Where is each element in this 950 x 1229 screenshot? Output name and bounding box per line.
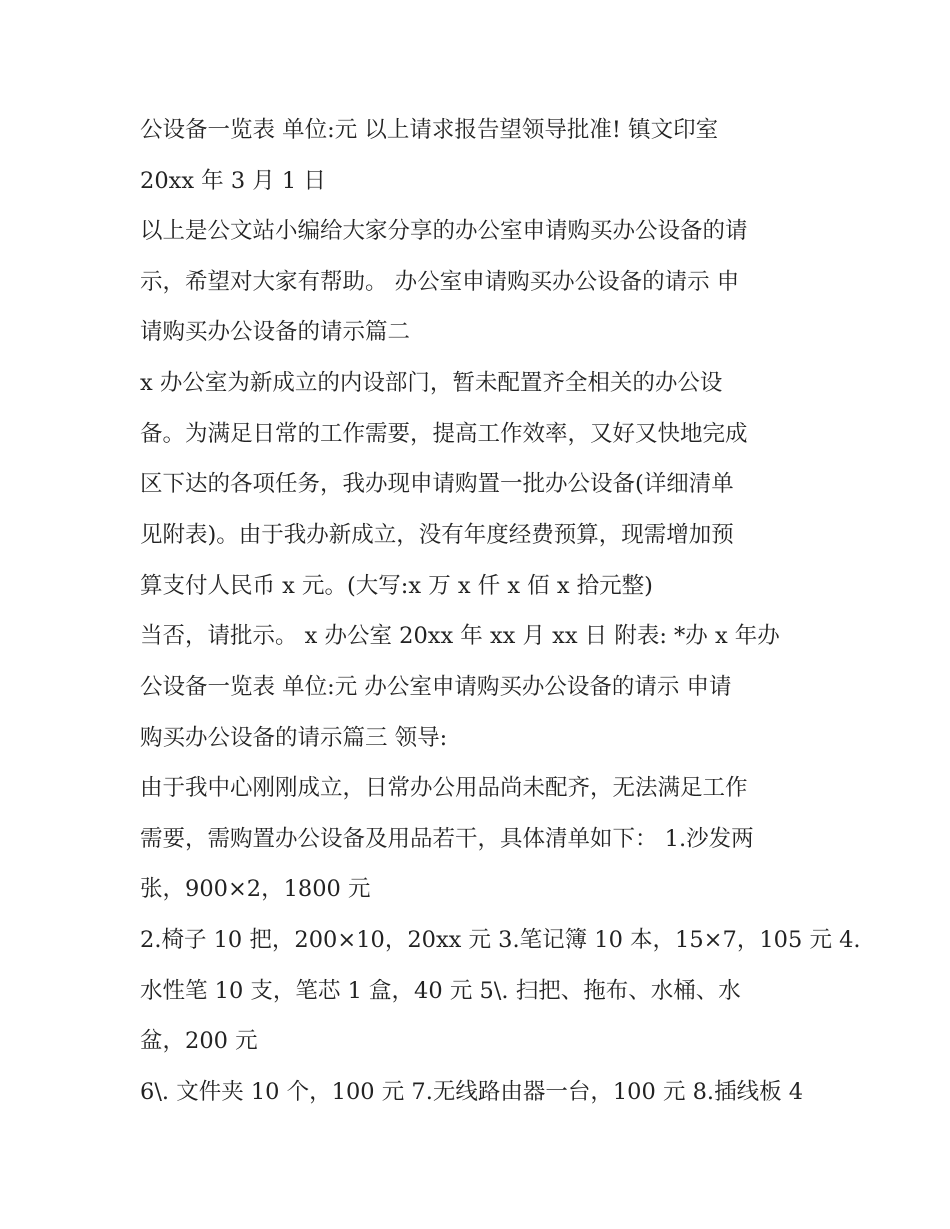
text-line: 需要，需购置办公设备及用品若干，具体清单如下： 1.沙发两 bbox=[140, 826, 754, 852]
text-line: 20xx 年 3 月 1 日 bbox=[140, 168, 326, 194]
text-line: 由于我中心刚刚成立，日常办公用品尚未配齐，无法满足工作 bbox=[140, 775, 748, 801]
text-line: 水性笔 10 支，笔芯 1 盒，40 元 5\. 扫把、拖布、水桶、水 bbox=[140, 978, 741, 1004]
text-line: 当否，请批示。 x 办公室 20xx 年 xx 月 xx 日 附表: *办 x 年办 bbox=[140, 623, 780, 649]
text-line: 6\. 文件夹 10 个，100 元 7.无线路由器一台，100 元 8.插线板 4 bbox=[140, 1079, 804, 1105]
text-line: 算支付人民币 x 元。(大写:x 万 x 仟 x 佰 x 拾元整) bbox=[140, 573, 653, 599]
text-line: 公设备一览表 单位:元 以上请求报告望领导批准! 镇文印室 bbox=[140, 117, 719, 143]
text-line: 张，900×2，1800 元 bbox=[140, 876, 371, 902]
text-line: 盆，200 元 bbox=[140, 1028, 258, 1054]
text-line: 见附表)。由于我办新成立，没有年度经费预算，现需增加预 bbox=[140, 522, 734, 548]
text-line: 以上是公文站小编给大家分享的办公室申请购买办公设备的请 bbox=[140, 218, 748, 244]
text-line: 公设备一览表 单位:元 办公室申请购买办公设备的请示 申请 bbox=[140, 674, 732, 700]
text-line: x 办公室为新成立的内设部门，暂未配置齐全相关的办公设 bbox=[140, 370, 723, 396]
text-line: 请购买办公设备的请示篇二 bbox=[140, 319, 411, 345]
text-line: 区下达的各项任务，我办现申请购置一批办公设备(详细清单 bbox=[140, 471, 734, 497]
text-line: 购买办公设备的请示篇三 领导: bbox=[140, 725, 448, 751]
text-line: 示，希望对大家有帮助。 办公室申请购买办公设备的请示 申 bbox=[140, 269, 740, 295]
text-line: 备。为满足日常的工作需要，提高工作效率，又好又快地完成 bbox=[140, 421, 748, 447]
text-line: 2.椅子 10 把，200×10，20xx 元 3.笔记簿 10 本，15×7，105 元 4. bbox=[140, 927, 861, 953]
